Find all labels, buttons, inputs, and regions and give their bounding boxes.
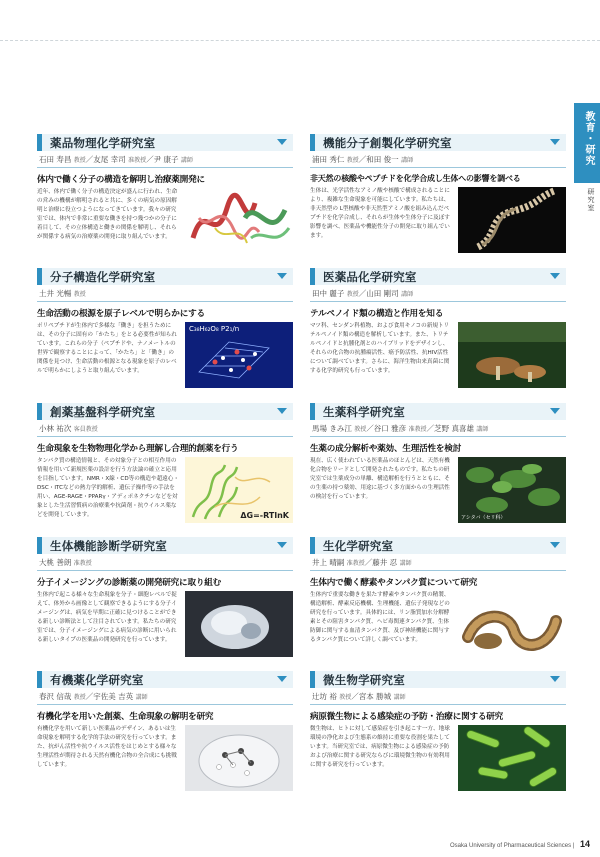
staff-name: 藤井 忍 bbox=[372, 558, 398, 567]
lab-title: 生薬科学研究室 bbox=[323, 405, 405, 419]
research-theme: 分子イメージングの診断薬の開発研究に取り組む bbox=[37, 578, 222, 588]
staff-name: 宮本 勝城 bbox=[358, 692, 392, 701]
lab-header[interactable] bbox=[37, 268, 293, 285]
arrow-down-icon bbox=[550, 273, 560, 279]
lab-description: 微生物は、ヒトに対して感染症を引き起こす一方、地球環境の浄化および生態系の維持に重要な役割を果たしています。当研究室では、病原微生物による感染症の予防および治療に関する研究ならびに環境微生物の有効利用に関する研究を行っています。 bbox=[310, 726, 450, 768]
staff-role: 教授 bbox=[346, 157, 359, 164]
lab-title: 医薬品化学研究室 bbox=[323, 270, 417, 284]
research-theme: 病原微生物による感染症の予防・治療に関する研究 bbox=[310, 712, 504, 722]
lab-card bbox=[310, 268, 566, 392]
lab-card bbox=[37, 403, 293, 527]
staff-name: 和田 俊一 bbox=[366, 155, 399, 164]
divider bbox=[310, 167, 566, 168]
divider bbox=[310, 301, 566, 302]
staff-name: 尹 康子 bbox=[153, 155, 179, 164]
arrow-down-icon bbox=[277, 273, 287, 279]
section-tab-label: 教育・研究 bbox=[583, 111, 594, 166]
divider bbox=[310, 570, 566, 571]
staff-name: 宇佐美 吉英 bbox=[93, 692, 134, 701]
lab-header[interactable] bbox=[37, 403, 293, 420]
staff-line: 石田 寿昌 教授／友尾 幸司 准教授／尹 康子 講師 bbox=[39, 155, 193, 164]
lab-card bbox=[310, 134, 566, 257]
forest-mushroom-image bbox=[458, 322, 566, 388]
staff-name: 井上 晴嗣 bbox=[312, 558, 345, 567]
arrow-down-icon bbox=[550, 408, 560, 414]
divider bbox=[310, 436, 566, 437]
staff-role: 教授 bbox=[73, 157, 86, 164]
staff-line bbox=[37, 423, 293, 434]
page-footer bbox=[450, 839, 590, 849]
page-number: 14 bbox=[579, 839, 590, 849]
lab-title: 創薬基盤科学研究室 bbox=[50, 405, 156, 419]
staff-name: 馬場 きみ江 bbox=[312, 424, 352, 433]
lab-description: 有機化学を用いて新しい医薬品のデザイン、あるいは生命現象を解明する化学的手法の研究を行っています。また、抗がん活性や抗ウイルス活性をはじめとする様々な生理活性が期待される天然有機化合物の全合成にも挑戦しています。 bbox=[37, 726, 177, 768]
lab-description: タンパク質の構造情報と、その対象分子との相互作用の情報を用いて新規医薬の設計を行う方法論の確立と応用を目指しています。NMR・X線・CD等の構造や超遠心・DSC・ITCなどの熱力学的解析、遺伝子操作等の手法を用い、AGE-RAGE・PPARγ・アディポネクチンなどを対象とした生活習慣病の治療薬や抗菌剤・抗ウイルス薬などを開発しています。 bbox=[37, 458, 179, 518]
divider bbox=[37, 167, 293, 168]
staff-name: 小林 祐次 bbox=[39, 424, 72, 433]
staff-role: 准教授 bbox=[408, 426, 427, 433]
lab-description: 生体内で重要な働きを果たす酵素やタンパク質の精製、構造解析、酵素反応機構、生理機能、遺伝子発現などの研究を行っています。具体的には、リン脂質加水分解酵素とその阻害タンパク質、ヘビ毒関連タンパク質、生体防御に関与する血清タンパク質、及び神経機能に関与するタンパク質について詳しく調べています。 bbox=[310, 592, 450, 643]
staff-name: 浦田 秀仁 bbox=[312, 155, 345, 164]
staff-name: 谷口 雅彦 bbox=[373, 424, 407, 433]
arrow-down-icon bbox=[550, 139, 560, 145]
lab-card bbox=[37, 537, 293, 661]
staff-role: 准教授 bbox=[346, 560, 365, 567]
staff-role: 教授 bbox=[339, 694, 352, 701]
nucleic-acid-image bbox=[458, 187, 566, 253]
staff-role: 講師 bbox=[476, 426, 489, 433]
staff-name: 芝野 真喜雄 bbox=[434, 424, 474, 433]
divider bbox=[37, 704, 293, 705]
staff-line bbox=[37, 557, 293, 568]
staff-line: 馬場 きみ江 教授／谷口 雅彦 准教授／芝野 真喜雄 講師 bbox=[312, 424, 489, 433]
arrow-down-icon bbox=[277, 676, 287, 682]
imaging-scan-image bbox=[185, 591, 293, 657]
lab-title: 生化学研究室 bbox=[323, 539, 394, 553]
lab-title: 薬品物理化学研究室 bbox=[50, 136, 156, 150]
research-theme: 有機化学を用いた創薬、生命現象の解明を研究 bbox=[37, 712, 214, 722]
arrow-down-icon bbox=[277, 542, 287, 548]
staff-name: 石田 寿昌 bbox=[39, 155, 72, 164]
staff-line: 辻坊 裕 教授／宮本 勝城 講師 bbox=[312, 692, 406, 701]
plant-caption: アシタバ（セリ科） bbox=[461, 515, 506, 521]
lab-header[interactable] bbox=[37, 671, 293, 688]
arrow-down-icon bbox=[277, 408, 287, 414]
research-theme: テルペノイド類の構造と作用を知る bbox=[310, 309, 444, 319]
lab-card bbox=[37, 671, 293, 795]
staff-role: 講師 bbox=[393, 694, 406, 701]
lab-title: 有機薬化学研究室 bbox=[50, 673, 144, 687]
lab-header[interactable] bbox=[310, 134, 566, 151]
protein-ribbon-image bbox=[185, 188, 293, 254]
divider bbox=[37, 301, 293, 302]
staff-name: 山田 剛司 bbox=[366, 289, 399, 298]
lab-description: マツ科、センダン科植物、および食用キノコの新規トリテルペノイド類の構造を解析しています。また、トリテルペノイドと抗腫化剤とのハイブリッドをデザインし、それらの化合物の抗腫瘍活性、癌予防活性、抗HIV活性について調べています。さらに、海洋生物由来真菌に関する化学的研究も行っています。 bbox=[310, 323, 450, 374]
staff-role: 准教授 bbox=[73, 560, 92, 567]
staff-line bbox=[37, 288, 293, 299]
section-tab[interactable] bbox=[574, 103, 600, 183]
staff-name: 土井 光暢 bbox=[39, 289, 72, 298]
ashitaba-plant-image bbox=[458, 457, 566, 523]
arrow-down-icon bbox=[550, 676, 560, 682]
research-theme: 生命現象を生物物理化学から理解し合理的創薬を行う bbox=[37, 444, 239, 454]
staff-name: 春沢 信哉 bbox=[39, 692, 72, 701]
lab-card bbox=[310, 403, 566, 527]
lab-card bbox=[37, 134, 293, 258]
equation-label: ΔG=-RTlnK bbox=[240, 511, 289, 520]
research-theme: 生薬の成分解析や薬効、生理活性を検討 bbox=[310, 444, 462, 454]
lab-header[interactable] bbox=[37, 134, 293, 151]
staff-line: 春沢 信哉 教授／宇佐美 吉英 講師 bbox=[39, 692, 148, 701]
staff-role: 講師 bbox=[401, 157, 414, 164]
lab-card bbox=[310, 537, 566, 661]
snake-image bbox=[458, 591, 566, 657]
staff-role: 講師 bbox=[399, 560, 412, 567]
staff-name: 田中 麗子 bbox=[312, 289, 345, 298]
staff-role: 教授 bbox=[346, 291, 359, 298]
staff-line: 浦田 秀仁 教授／和田 俊一 講師 bbox=[312, 155, 414, 164]
arrow-down-icon bbox=[550, 542, 560, 548]
molecular-binding-image bbox=[185, 457, 293, 523]
staff-role: 客員教授 bbox=[73, 426, 98, 433]
lab-header[interactable] bbox=[310, 671, 566, 688]
lab-title: 生体機能診断学研究室 bbox=[50, 539, 167, 553]
footer-separator: | bbox=[572, 843, 575, 849]
lab-description: 現在、広く使われている医薬品のほとんどは、天然有機化合物をリードとして開発されたものです。私たちの研究室では生薬成分の単離、構造解析を行うとともに、その生薬の持つ薬効、用途に基づく多方面からの生理活性の検討を行っています。 bbox=[310, 458, 450, 500]
lab-header[interactable] bbox=[37, 537, 293, 554]
bacteria-image bbox=[458, 725, 566, 791]
lab-title: 機能分子創製化学研究室 bbox=[323, 136, 452, 150]
staff-line: 井上 晴嗣 准教授／藤井 忍 講師 bbox=[312, 558, 412, 567]
staff-role: 講師 bbox=[401, 291, 414, 298]
lab-description: 生体内で起こる様々な生命現象を分子・細胞レベルで捉えて、体外から画像として観察できるようにする分子イメージングは、病気を早期に正確に見つけることができる新しい診断法として注目されています。私たちの研究室では、分子イメージングによる病気の診断に用いられる新しいタイプの医薬品の開発研究を行っています。 bbox=[37, 592, 177, 643]
university-name: Osaka University of Pharmaceutical Sciences bbox=[450, 843, 572, 849]
research-theme: 生体内で働く酵素やタンパク質について研究 bbox=[310, 578, 478, 588]
staff-role: 准教授 bbox=[128, 157, 147, 164]
lab-card bbox=[310, 671, 566, 795]
lab-header[interactable] bbox=[310, 268, 566, 285]
lab-description: 生体は、光学活性なアミノ酸や核酸で構成されることにより、複雑な生命現象を可能にしています。私たちは、非天然型の L型核酸や非天然型アミノ酸を組み込んだペプチドを化学合成し、それらが生体や生体分子に及ぼす影響を調べ、医薬品や機能性分子の開発に取り組んでいます。 bbox=[310, 188, 450, 239]
staff-name: 辻坊 裕 bbox=[312, 692, 337, 701]
top-divider bbox=[0, 40, 600, 41]
lab-title: 分子構造化学研究室 bbox=[50, 270, 156, 284]
crystal-structure-image bbox=[185, 322, 293, 388]
staff-role: 講師 bbox=[180, 157, 193, 164]
formula-label: C₃₈H₆₂O₈ P2₁/n bbox=[189, 325, 240, 333]
staff-role: 講師 bbox=[135, 694, 148, 701]
staff-name: 大桃 善朗 bbox=[39, 558, 72, 567]
lab-title: 微生物学研究室 bbox=[323, 673, 405, 687]
divider bbox=[310, 704, 566, 705]
divider bbox=[37, 570, 293, 571]
lab-header[interactable] bbox=[310, 537, 566, 554]
staff-role: 教授 bbox=[354, 426, 367, 433]
lab-description: ポリペプチドが生体内で多様な「働き」を担うためには、その分子に固有の「かたち」をとる必要性が知られています。これらの分子（ペプチドや、ナノメートルの世界で観察することによって、「かたち」と「働き」の関係を見つけ、生命活動の根源となる現象を原子のレベルで明らかにしようと取り組んでいます。 bbox=[37, 323, 177, 374]
molecule-model-image bbox=[185, 725, 293, 791]
staff-role: 教授 bbox=[73, 694, 86, 701]
research-theme: 生命活動の根源を原子レベルで明らかにする bbox=[37, 309, 205, 319]
staff-role: 教授 bbox=[73, 291, 86, 298]
lab-header[interactable] bbox=[310, 403, 566, 420]
divider bbox=[37, 436, 293, 437]
section-sub-label: 研究室 bbox=[587, 188, 595, 212]
staff-line: 田中 麗子 教授／山田 剛司 講師 bbox=[312, 289, 414, 298]
staff-name: 友尾 幸司 bbox=[93, 155, 126, 164]
lab-card bbox=[37, 268, 293, 392]
research-theme: 非天然の核酸やペプチドを化学合成し生体への影響を調べる bbox=[310, 174, 521, 183]
lab-description: 近年、体内で働く分子の構造決定が盛んに行われ、生命の営みの機構が解明されると共に、多くの病気の原因解明と治療に役立つようになってきています。我々の研究室では、体内で非常に重要な働きを持つ幾つかの分子に着目して、その立体構造と働きの関係を解明し、それらが関係する病気の治療薬の開発に取り組んでいます。 bbox=[37, 189, 178, 240]
research-theme: 体内で働く分子の構造を解明し治療薬開発に bbox=[37, 175, 205, 185]
arrow-down-icon bbox=[277, 139, 287, 145]
